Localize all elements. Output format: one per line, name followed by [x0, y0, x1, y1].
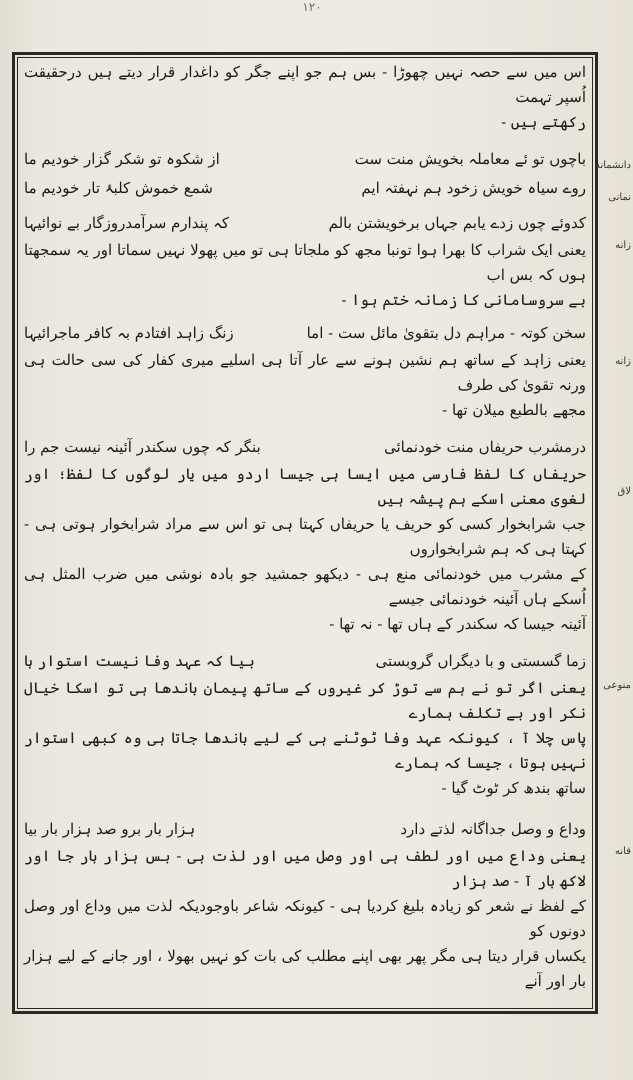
- margin-note: زانه: [615, 356, 631, 367]
- text-line: بے سروسامانی کا زمانہ ختم ہوا -: [341, 291, 586, 309]
- verse-second-hemistich: کہ پندارم سرآمدروزگار بے نوائیہا: [24, 214, 229, 232]
- verse-couplet: [24, 647, 586, 676]
- text-line: پاس چلا آ ، کیونکہ عہد وفا ٹوٹنے ہی کے لیے باندھا جاتا ہی وہ کبھی استوار نہیں ہوتا ، جیسا کہ ہمارے: [24, 729, 586, 772]
- verse-first-hemistich: درمشرب حریفاں منت خودنمائی: [383, 438, 586, 456]
- margin-note: دانشمانه: [595, 160, 631, 171]
- verse-couplet: [24, 319, 586, 348]
- verse-second-hemistich: بنگر کہ چوں سکندر آئینہ نیست جم را: [24, 438, 261, 456]
- text-line: کے لفظ نے شعر کو زیادہ بلیغ کردیا ہی - کیونکہ شاعر باوجودیکہ لذت میں وداع اور وصل دونوں کو: [24, 897, 586, 940]
- prose-paragraph: [24, 60, 586, 135]
- verse-couplet: [24, 174, 586, 203]
- text-line: ساتھ بندھ کر ٹوٹ گیا -: [441, 779, 586, 797]
- text-line: اس میں سے حصہ نہیں چھوڑا - بس ہم جو اپنے جگر کو داغدار قرار دیتے ہیں درحقیقت اُسپر تہمت: [24, 63, 586, 106]
- verse-second-hemistich: شمع خموش کلبۂ تار خودیم ما: [24, 179, 213, 197]
- page-number: ۱۲۰: [302, 0, 322, 14]
- margin-note: منوعی: [603, 680, 631, 691]
- text-line: یکساں قرار دیتا ہی مگر پھر بھی اپنے مطلب کی بات کو نہیں بھولا ، اور جانے کے لیے ہزار بار اور آنے: [24, 947, 586, 990]
- text-line: یعنی ایک شراب کا بھرا ہوا تونبا مجھ کو ملجاتا ہی تو میں پھولا نہیں سماتا اور یہ سمجھتا ہوں کہ بس اب: [24, 241, 586, 284]
- prose-paragraph: [24, 348, 586, 423]
- text-line: آئینہ جیسا کہ سکندر کے ہاں تھا - نہ تھا -: [329, 615, 586, 633]
- text-line: یعنی اگر تو نے ہم سے توڑ کر غیروں کے ساتھ پیمان باندھا ہی تو اسکا خیال نکر اور بے تکلف ہمارے: [24, 679, 586, 722]
- verse-second-hemistich: از شکوہ تو شکر گزار خودیم ما: [24, 150, 220, 168]
- text-line: یعنی وداع میں اور لطف ہی اور وصل میں اور لذت ہی - بس ہزار بار جا اور لاکھ بار آ - صد ہزار: [24, 847, 586, 890]
- prose-paragraph: [24, 676, 586, 801]
- verse-first-hemistich: باچوں تو ئے معاملہ بخویش منت ست: [354, 150, 586, 168]
- verse-second-hemistich: بیا کہ عہد وفا نیست استوار ہا: [24, 652, 255, 670]
- verse-couplet: [24, 815, 586, 844]
- margin-notes: [595, 0, 633, 1080]
- prose-paragraph: [24, 844, 586, 994]
- text-line: رکھتے ہیں -: [501, 113, 586, 131]
- verse-first-hemistich: روے سیاہ خویش زخود ہم نہفتہ ایم: [361, 179, 586, 197]
- margin-note: نمانی: [608, 192, 631, 203]
- prose-paragraph: [24, 238, 586, 313]
- text-line: مجھے بالطبع میلان تھا -: [442, 401, 586, 419]
- text-line: کے مشرب میں خودنمائی منع ہی - دیکھو جمشید جو بادہ نوشی میں ضرب المثل ہی اُسکے ہاں آئینہ خودنمائی جیسے: [24, 565, 586, 608]
- page-text: [24, 60, 586, 994]
- verse-couplet: [24, 145, 586, 174]
- verse-second-hemistich: زنگ زاہد افتادم بہ کافر ماجرائیہا: [24, 324, 234, 342]
- verse-first-hemistich: زما گسستی و با دیگراں گروبستی: [375, 652, 586, 670]
- text-line: یعنی زاہد کے ساتھ ہم نشین ہونے سے عار آتا ہی اسلیے میری کفار کی سی حالت ہی ورنہ تقویٰ کی طرف: [24, 351, 586, 394]
- verse-couplet: [24, 433, 586, 462]
- prose-paragraph: [24, 462, 586, 637]
- margin-note: زانه: [615, 240, 631, 251]
- verse-first-hemistich: کدوئے چوں زدے یابم جہاں برخویشتن بالم: [328, 214, 586, 232]
- verse-couplet: [24, 209, 586, 238]
- margin-note: قانه: [615, 846, 631, 857]
- margin-note: لاق: [617, 486, 631, 497]
- text-line: جب شرابخوار کسی کو حریف یا حریفاں کہتا ہی تو اس سے مراد شرابخوار ہوتی ہی - کہتا ہی کہ ہم شرابخواروں: [24, 515, 586, 558]
- verse-first-hemistich: سخن کوتہ - مراہم دل بتقویٰ مائل ست - اما: [306, 324, 586, 342]
- verse-first-hemistich: وداع و وصل جداگانہ لذتے دارد: [400, 820, 586, 838]
- text-line: حریفاں کا لفظ فارسی میں ایسا ہی جیسا اردو میں یار لوگوں کا لفظ؛ اور لغوی معنی اسکے ہم پیشہ ہیں: [24, 465, 586, 508]
- verse-second-hemistich: ہزار بار برو صد ہزار بار بیا: [24, 820, 196, 838]
